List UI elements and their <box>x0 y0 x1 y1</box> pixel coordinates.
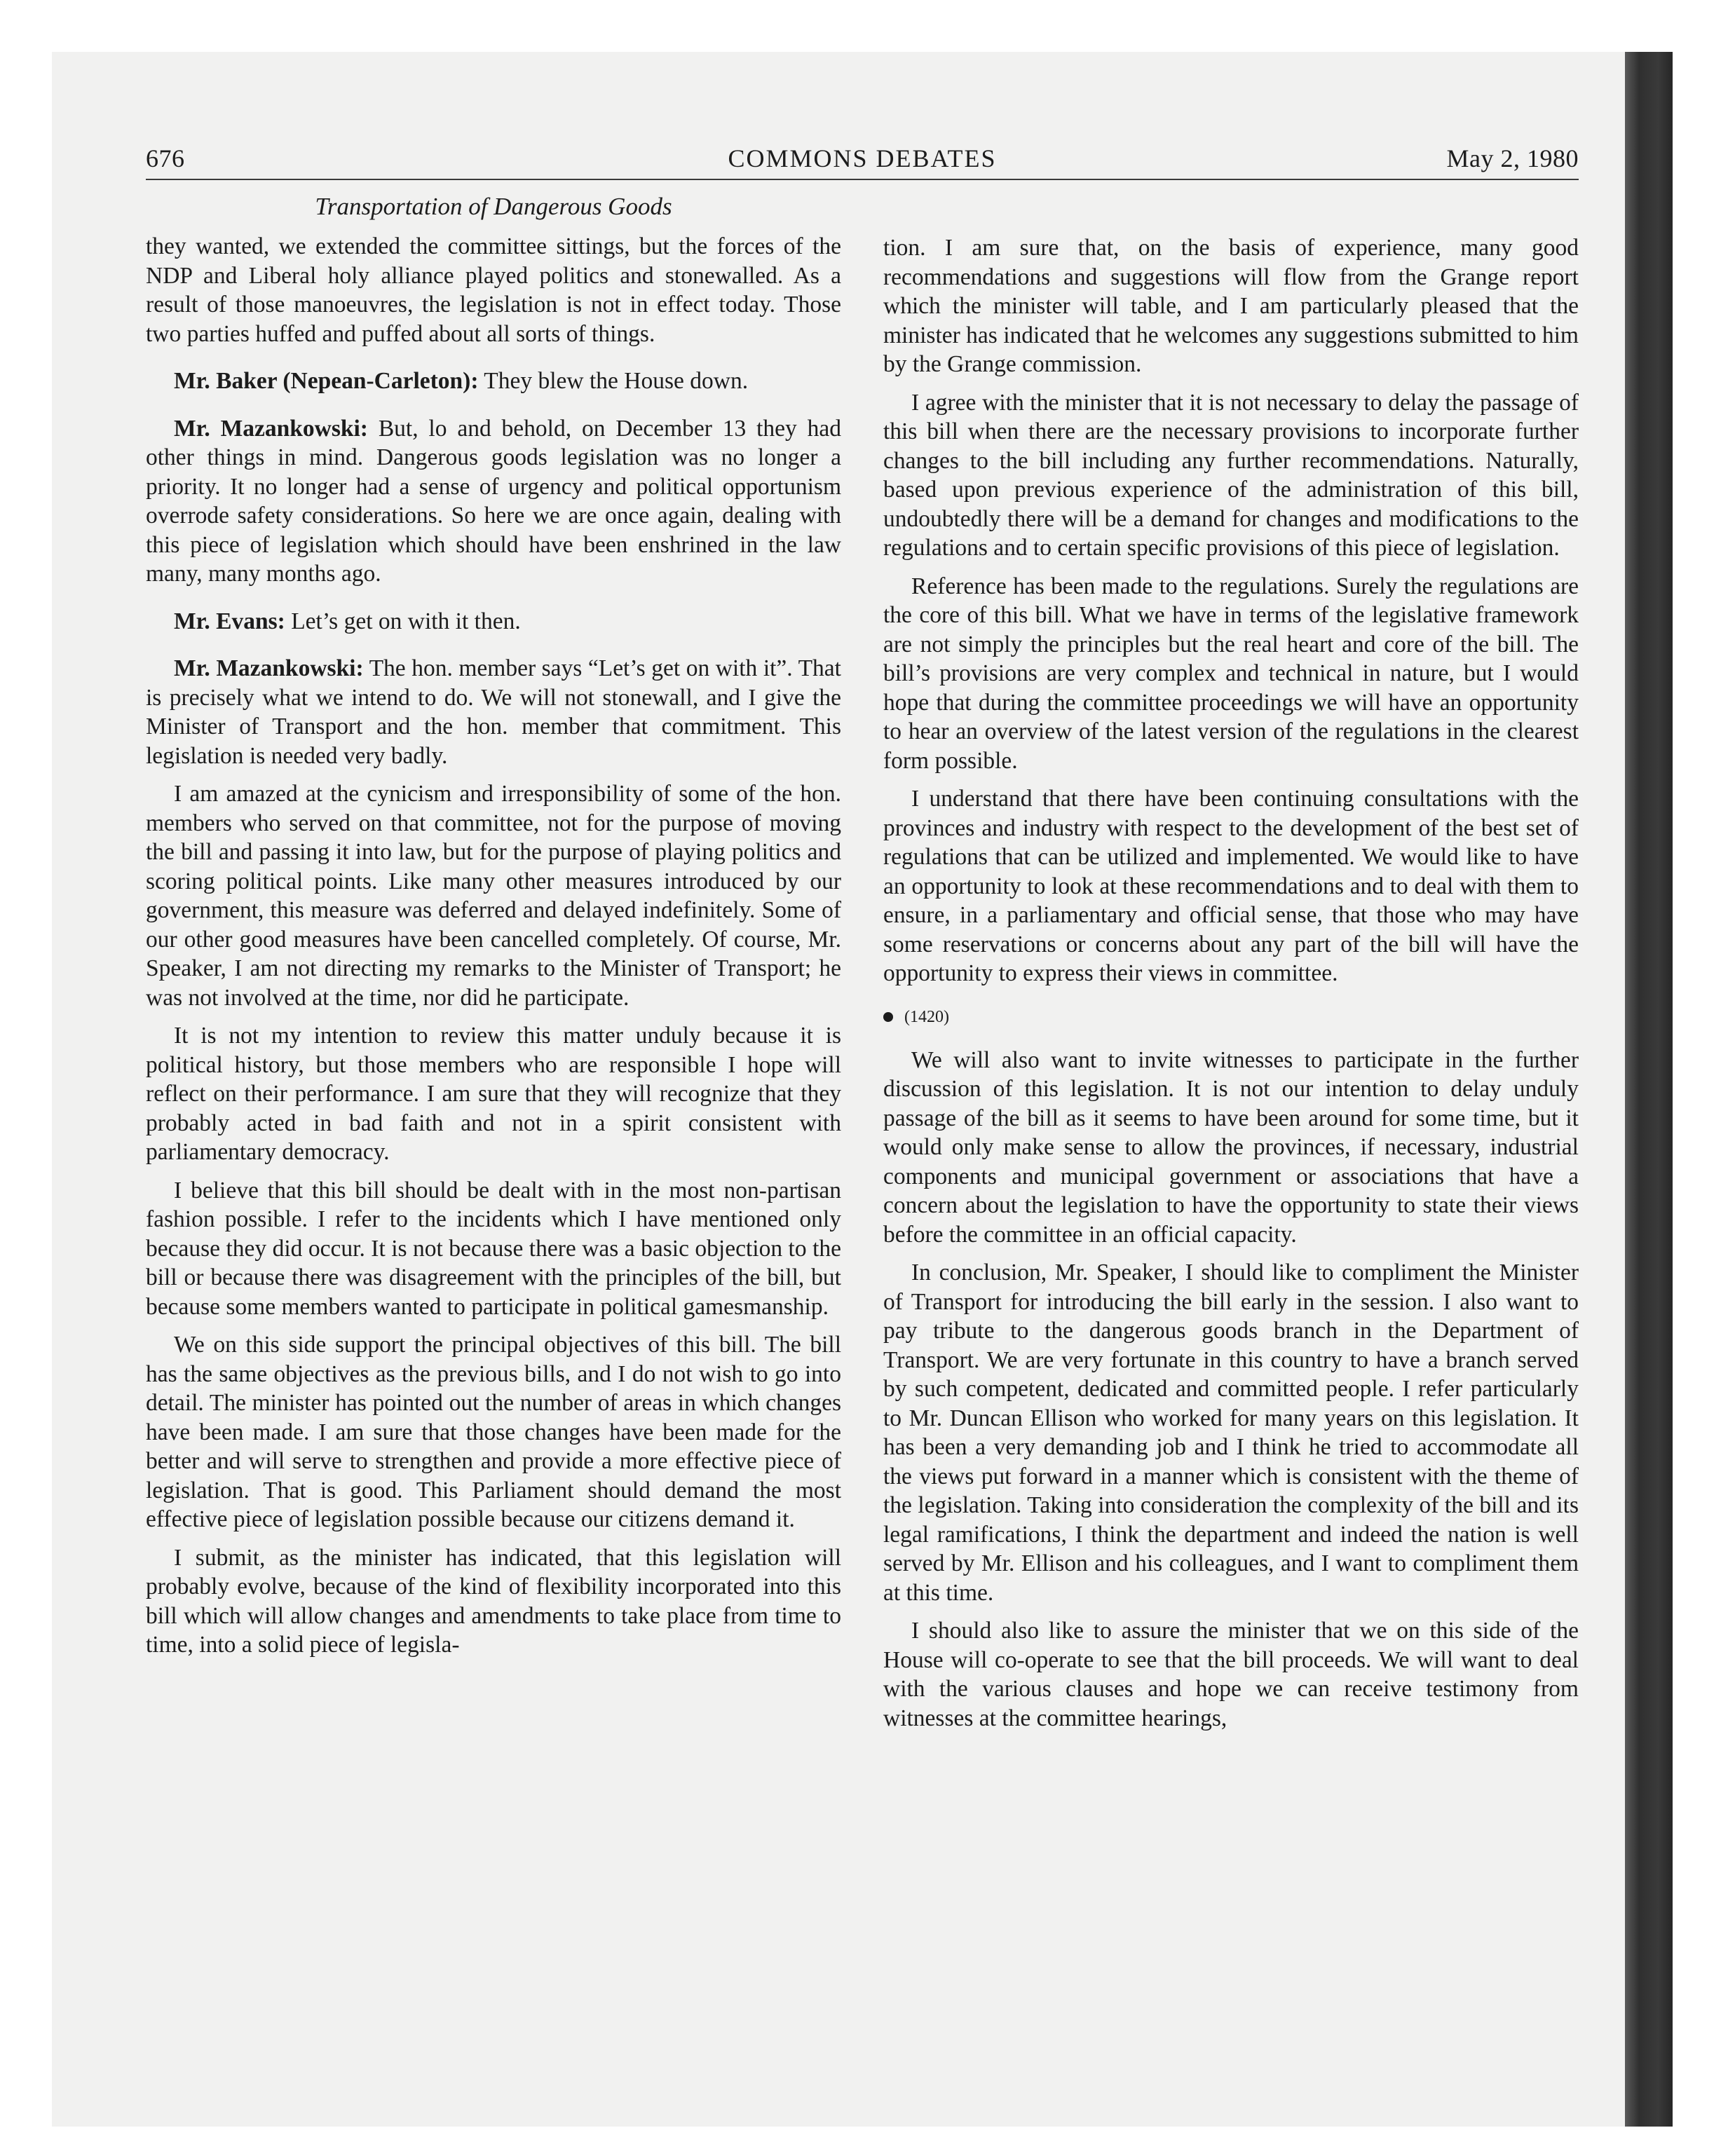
paragraph: they wanted, we extended the committee sittings, but the forces of the NDP and Liberal holy alliance played politics and stonewalled. As a result of those manoeuvres, the legislation is not in effect today. Those two parties huffed and puffed about all sorts of things. <box>146 233 841 347</box>
paragraph: I should also like to assure the minister that we on this side of the House will co-operate to see that the bill proceeds. We will want to deal with the various clauses and hope we can receive testimony from witnesses at the committee hearings, <box>883 1618 1579 1731</box>
paragraph: We on this side support the principal objectives of this bill. The bill has the same objectives as the previous bills, and I do not wish to go into detail. The minister has pointed out the number of areas in which changes have been made. I am sure that those changes have been made for the better and will serve to strengthen and provide a more effective piece of legislation. That is good. This Parliament should demand the most effective piece of legislation possible because our citizens demand it. <box>146 1332 841 1532</box>
bullet-icon <box>883 1012 893 1022</box>
section-title: Transportation of Dangerous Goods <box>315 193 672 220</box>
paragraph: I submit, as the minister has indicated, that this legislation will probably evolve, because of the kind of flexibility incorporated into this bill which will allow changes and amendments to take place from time to time, into a solid piece of legisla- <box>146 1544 841 1658</box>
right-column <box>883 191 1579 1742</box>
speaker-name: Mr. Mazankowski: <box>174 655 364 681</box>
left-column <box>146 191 841 1742</box>
time-marker <box>883 1007 1579 1028</box>
paragraph: I understand that there have been continuing consultations with the provinces and industry with respect to the development of the best set of regulations that can be utilized and implemented. We would like to have an opportunity to look at these recommendations and to deal with them to ensure, in a parliamentary and official sense, that those who may have some reservations or concerns about any part of the bill will have the opportunity to express their views in committee. <box>883 786 1579 986</box>
speaker-name: Mr. Baker (Nepean-Carleton): <box>174 368 479 394</box>
speaker-name: Mr. Evans: <box>174 608 285 634</box>
speech-paragraph <box>146 654 841 770</box>
paragraph: I believe that this bill should be dealt with in the most non-partisan fashion possible. I refer to the incidents which I have mentioned only because they did occur. It is not because there was a basic objection to the bill or because there was disagreement with the principles of the bill, but because some members wanted to participate in political gamesmanship. <box>146 1177 841 1320</box>
speaker-name: Mr. Mazankowski: <box>174 415 368 442</box>
paragraph: I agree with the minister that it is not necessary to delay the passage of this bill when there are the necessary provisions to incorporate further changes to the bill including any further recommendations. Naturally, based upon previous experience of the administration of this bill, undoubtedly there will be a demand for changes and modifications to the regulations and to certain specific provisions of this piece of legislation. <box>883 389 1579 561</box>
paragraph: Reference has been made to the regulations. Surely the regulations are the core of this bill. What we have in terms of the legislative framework are not simply the principles but the real heart and core of the bill. The bill’s provisions are very complex and technical in nature, but I would hope that during the committee proceedings we will have an opportunity to hear an overview of the latest version of the regulations in the clearest form possible. <box>883 573 1579 774</box>
speech-paragraph <box>146 367 841 396</box>
journal-title: COMMONS DEBATES <box>728 144 997 172</box>
speech-text: The hon. member says “Let’s get on with it”. That is precisely what we intend to do. We will not stonewall, and I give the Minister of Transport and the hon. member that commitment. This legislation is needed very badly. <box>146 655 841 769</box>
speech-paragraph <box>146 414 841 589</box>
paragraph: I am amazed at the cynicism and irresponsibility of some of the hon. members who served on that committee, not for the purpose of moving the bill and passing it into law, but for the purpose of playing politics and scoring political points. Like many other measures introduced by our government, this measure was deferred and delayed indefinitely. Some of our other good measures have been cancelled completely. Of course, Mr. Speaker, I am not directing my remarks to the Minister of Transport; he was not involved at the time, nor did he participate. <box>146 781 841 1011</box>
paragraph: It is not my intention to review this matter unduly because it is political history, but those members who are responsible I hope will reflect on their performance. I am sure that they will recognize that they probably acted in bad faith and not in a spirit consistent with parliamentary democracy. <box>146 1023 841 1165</box>
page-number: 676 <box>146 144 185 172</box>
text-columns <box>146 191 1579 1742</box>
header-rule <box>146 179 1579 180</box>
time-marker-text: (1420) <box>904 1007 949 1026</box>
running-header <box>146 144 1579 179</box>
paragraph: In conclusion, Mr. Speaker, I should like to compliment the Minister of Transport for introducing the bill early in the session. I also want to pay tribute to the dangerous goods branch in the Department of Transport. We are very fortunate in this country to have a branch served by such competent, dedicated and committed people. I refer particularly to Mr. Duncan Ellison who worked for many years on this legislation. It has been a very demanding job and I think he tried to accommodate all the views put forward in a manner which is consistent with the theme of the legislation. Taking into consideration the complexity of the bill and its legal ramifications, I think the department and indeed the nation is well served by Mr. Ellison and his colleagues, and I want to compliment them at this time. <box>883 1260 1579 1606</box>
speech-paragraph <box>146 607 841 636</box>
speech-text: But, lo and behold, on December 13 they had other things in mind. Dangerous goods legislation was no longer a priority. It no longer had a sense of urgency and political opportunism overrode safety considerations. So here we are once again, dealing with this piece of legislation which should have been enshrined in the law many, many months ago. <box>146 415 841 587</box>
paragraph: tion. I am sure that, on the basis of experience, many good recommendations and suggestions will flow from the Grange report which the minister will table, and I am particularly pleased that the minister has indicated that he welcomes any suggestions submitted to him by the Grange commission. <box>883 235 1579 377</box>
speech-text: They blew the House down. <box>478 368 749 394</box>
page-binding-edge <box>1625 52 1673 2127</box>
document-page <box>146 144 1579 1731</box>
header-date: May 2, 1980 <box>1446 144 1579 172</box>
speech-text: Let’s get on with it then. <box>285 608 521 634</box>
paragraph: We will also want to invite witnesses to participate in the further discussion of this legislation. It is not our intention to delay unduly passage of the bill as it seems to have been around for some time, but it would only make sense to allow the provinces, if necessary, industrial components and municipal government or associations that have a concern about the legislation to have the opportunity to state their views before the committee in an official capacity. <box>883 1046 1579 1248</box>
